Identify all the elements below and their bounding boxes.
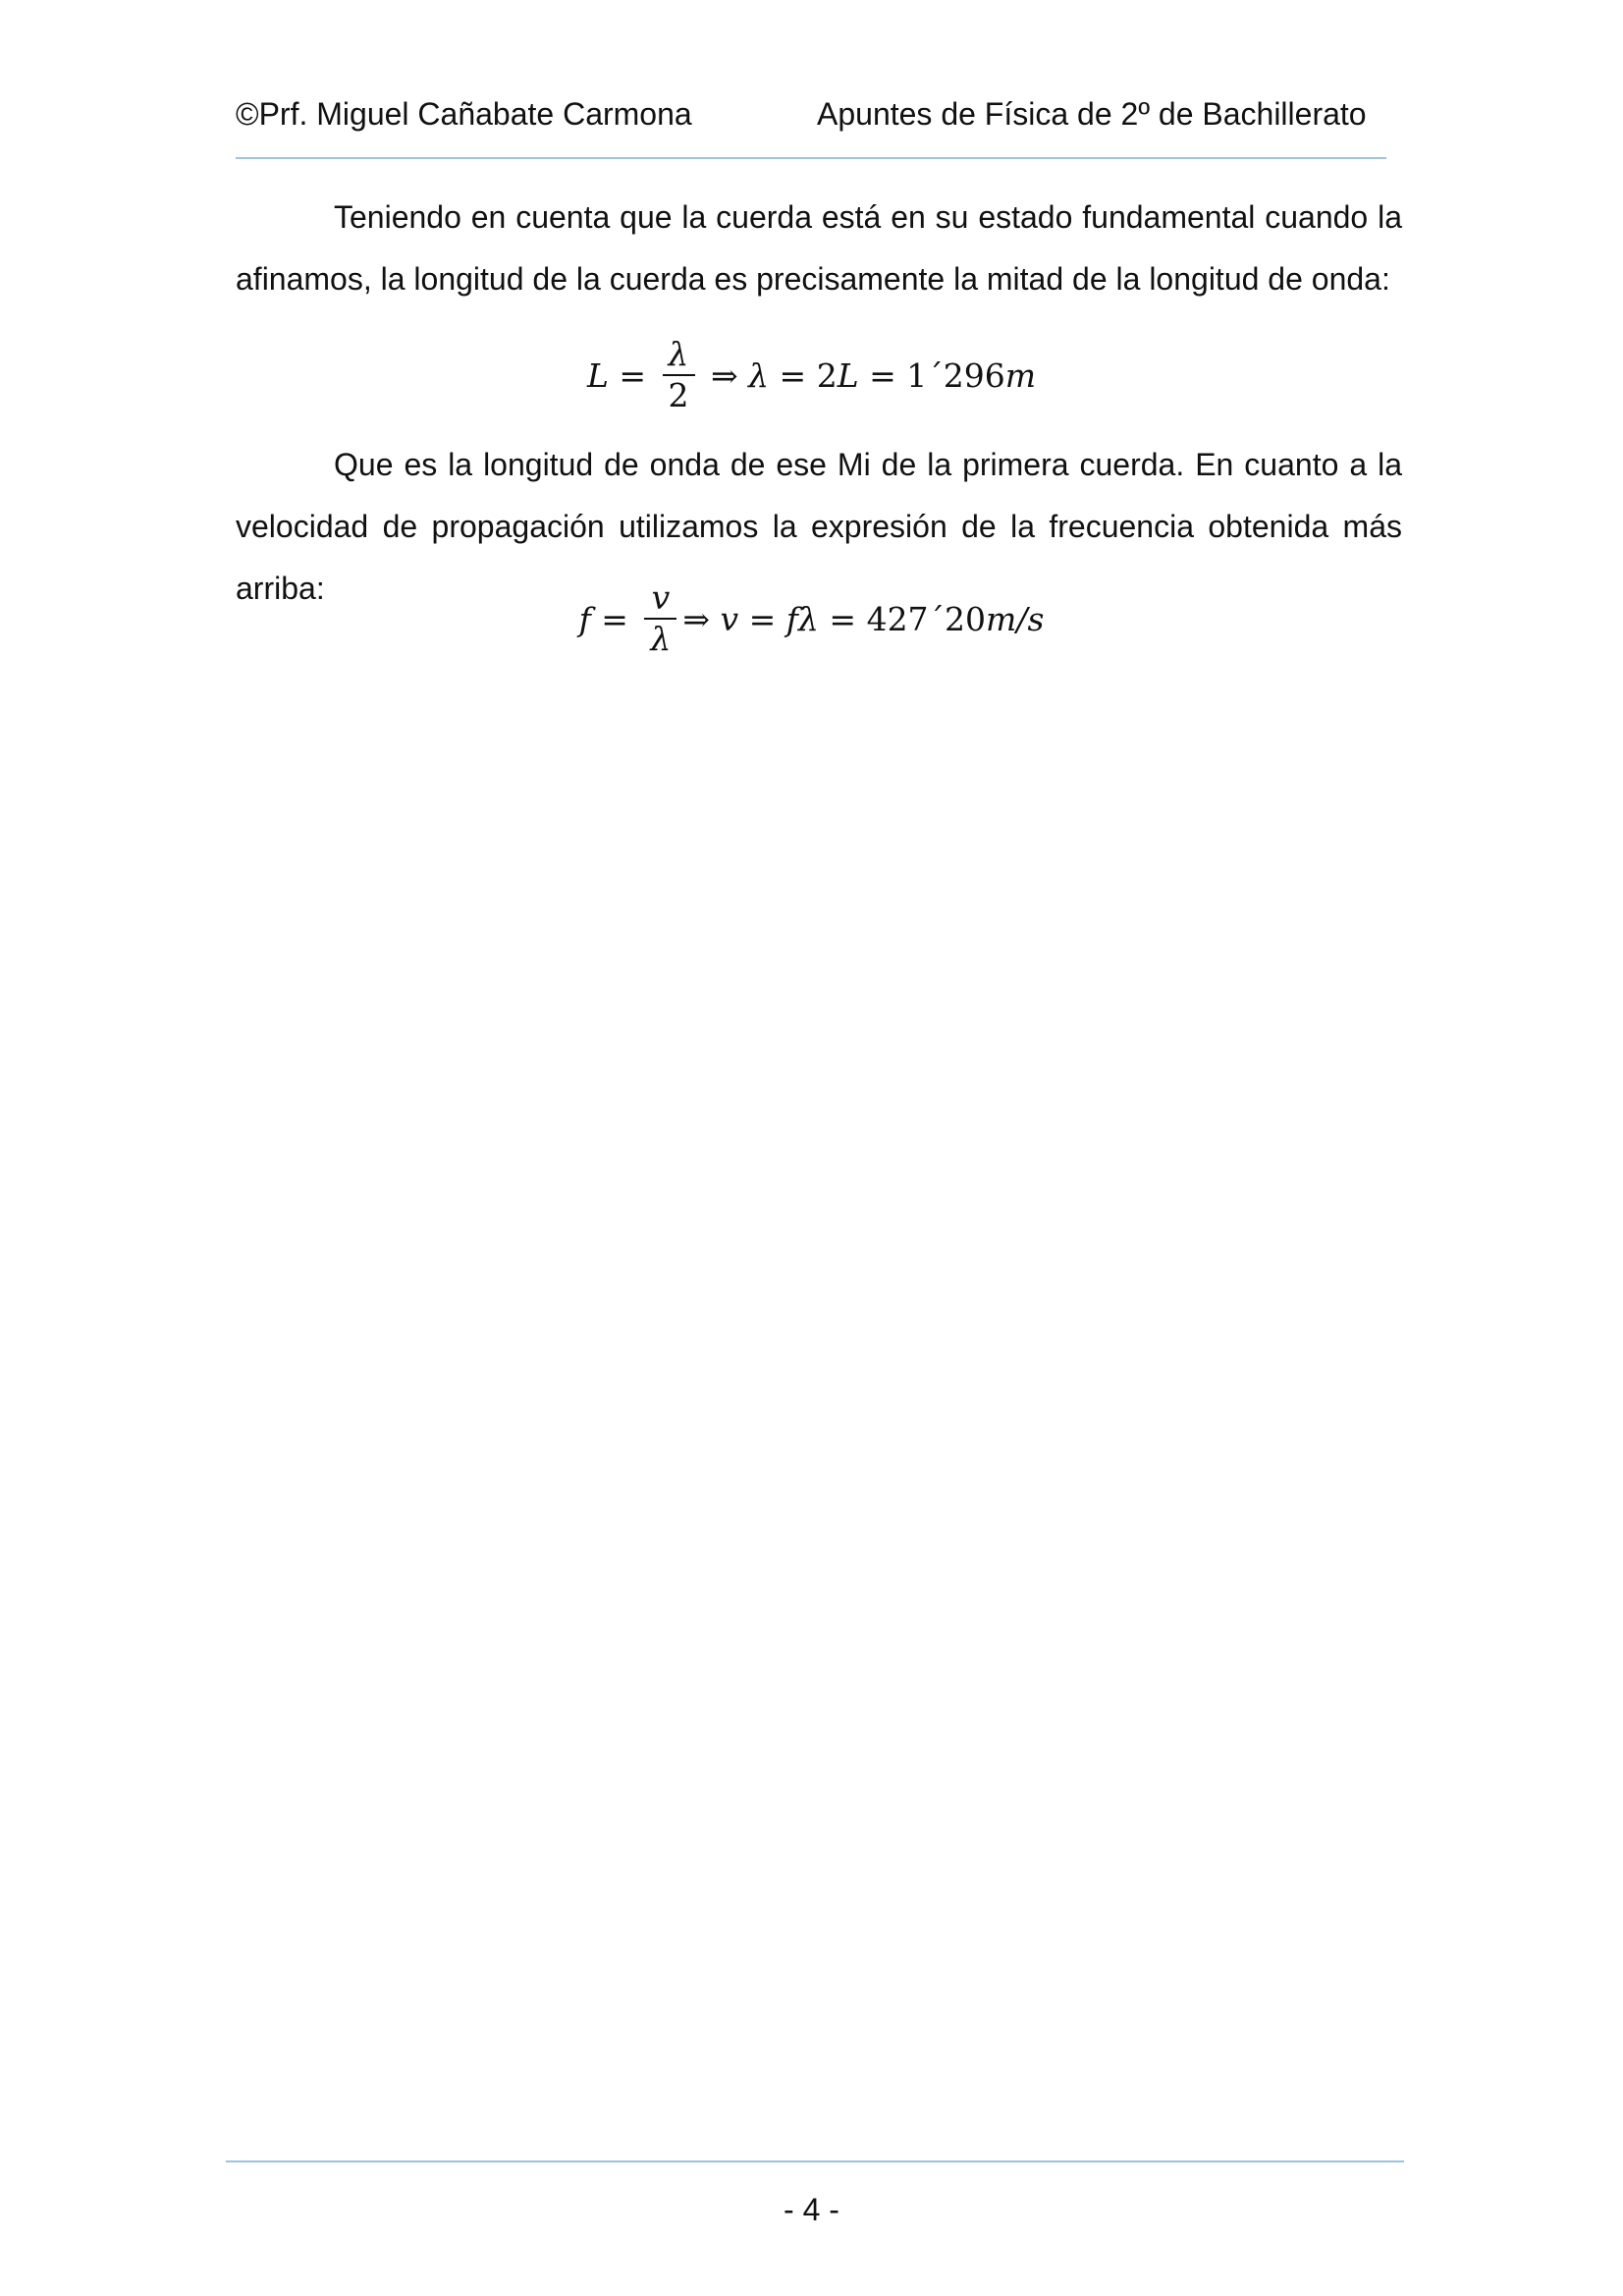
eq2-value: = 427´20 xyxy=(818,599,987,638)
eq1-lambda: λ xyxy=(748,355,770,395)
eq1-fraction xyxy=(663,337,695,413)
equation-wavelength xyxy=(0,334,1623,416)
eq2-numerator: v xyxy=(651,578,671,617)
eq1-L: L xyxy=(837,355,859,395)
header-divider xyxy=(236,157,1386,159)
eq1-value: = 1´296 xyxy=(858,355,1005,395)
equation-velocity-body xyxy=(579,580,1045,657)
eq2-flambda: fλ xyxy=(785,599,819,638)
paragraph-propagation-speed: Que es la longitud de onda de ese Mi de la primera cuerda. En cuanto a la velocidad de propagación utilizamos la expresión de la frecuencia obtenida más arriba: xyxy=(236,447,1402,606)
eq1-two: = 2 xyxy=(769,355,838,395)
page-number: - 4 - xyxy=(784,2192,839,2227)
eq2-unit: m/s xyxy=(986,599,1045,638)
eq1-numerator: λ xyxy=(668,335,689,373)
eq2-lhs: f xyxy=(578,599,591,638)
eq1-equals: = xyxy=(608,355,657,395)
eq2-equals: = xyxy=(590,599,639,638)
eq1-denominator: 2 xyxy=(663,374,695,413)
eq1-unit: m xyxy=(1004,355,1037,395)
eq2-equals-2: = xyxy=(738,599,786,638)
page-header xyxy=(236,96,1386,136)
header-course-title: Apuntes de Física de 2º de Bachillerato xyxy=(817,96,1367,132)
eq1-lhs: L xyxy=(586,355,609,395)
eq2-fraction xyxy=(644,580,676,657)
footer-divider xyxy=(226,2160,1404,2162)
equation-velocity xyxy=(0,577,1623,660)
eq2-v: v xyxy=(720,599,739,638)
eq1-implies: ⇒ xyxy=(700,355,749,395)
paragraph-fundamental-state: Teniendo en cuenta que la cuerda está en su estado fundamental cuando la afinamos, la longitud de la cuerda es precisamente la mitad de la longitud de onda: xyxy=(236,199,1402,297)
equation-wavelength-body xyxy=(587,337,1036,413)
eq2-denominator: λ xyxy=(644,618,676,657)
header-author: ©Prf. Miguel Cañabate Carmona xyxy=(236,96,692,132)
eq2-implies: ⇒ xyxy=(682,599,721,638)
